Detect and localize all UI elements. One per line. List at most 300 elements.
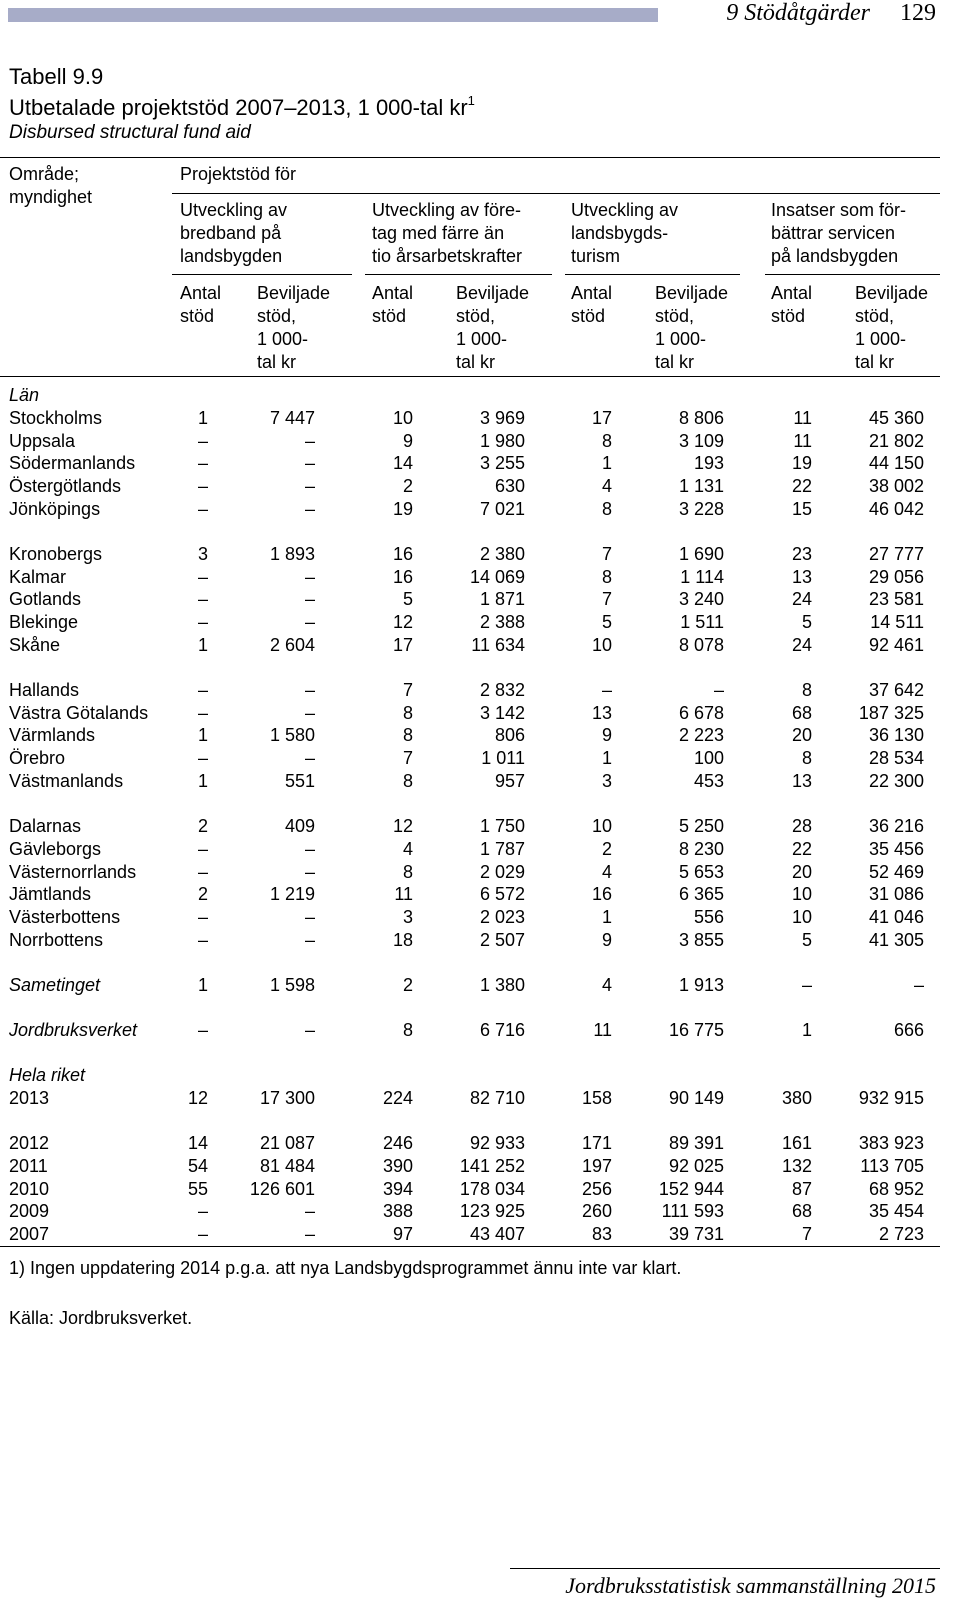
table-cell: 92 461 bbox=[868, 635, 924, 655]
source-note: Källa: Jordbruksverket. bbox=[9, 1308, 193, 1328]
row-label: Dalarnas bbox=[9, 816, 82, 836]
table-row bbox=[0, 588, 960, 611]
subheader-antal bbox=[571, 282, 612, 328]
subheader-line: stöd, bbox=[855, 306, 895, 326]
table-cell: – bbox=[304, 703, 315, 723]
table-cell: 21 802 bbox=[868, 431, 924, 451]
table-cell: 44 150 bbox=[868, 453, 924, 473]
table-cell: 27 777 bbox=[868, 544, 924, 564]
subheader-line: 1 000- bbox=[456, 329, 508, 349]
table-cell: 1 bbox=[197, 635, 208, 655]
table-row bbox=[0, 906, 960, 929]
table-cell: 8 bbox=[601, 499, 612, 519]
table-cell: 54 bbox=[187, 1156, 208, 1176]
table-cell: 8 bbox=[601, 431, 612, 451]
table-cell: 3 969 bbox=[479, 408, 525, 428]
table-cell: 1 bbox=[197, 725, 208, 745]
table-cell: – bbox=[197, 453, 208, 473]
table-cell: 14 069 bbox=[469, 567, 525, 587]
table-cell: 1 114 bbox=[680, 567, 724, 587]
row-label: Stockholms bbox=[9, 408, 103, 428]
table-cell: 11 bbox=[793, 408, 812, 428]
table-row bbox=[0, 475, 960, 498]
table-cell: 2 bbox=[402, 476, 413, 496]
table-cell: 224 bbox=[382, 1088, 413, 1108]
subheader-line: Antal bbox=[180, 283, 222, 303]
table-cell: 81 484 bbox=[259, 1156, 315, 1176]
col-group-line: Utveckling av bbox=[571, 200, 679, 220]
row-label: 2007 bbox=[9, 1224, 50, 1244]
table-cell: 10 bbox=[591, 635, 612, 655]
table-cell: 5 bbox=[402, 589, 413, 609]
table-cell: 1 580 bbox=[269, 725, 315, 745]
table-cell: 3 240 bbox=[678, 589, 724, 609]
table-cell: 68 bbox=[791, 703, 812, 723]
table-cell: 55 bbox=[187, 1179, 208, 1199]
table-cell: – bbox=[304, 499, 315, 519]
col-group-line: Utveckling av före- bbox=[372, 200, 522, 220]
table-cell: 171 bbox=[581, 1133, 612, 1153]
page-number: 129 bbox=[900, 0, 936, 26]
table-row bbox=[0, 861, 960, 884]
table-cell: 92 025 bbox=[668, 1156, 724, 1176]
table-subtitle: Disbursed structural fund aid bbox=[9, 122, 251, 143]
table-cell: 23 581 bbox=[868, 589, 924, 609]
row-label: Blekinge bbox=[9, 612, 79, 632]
table-cell: 123 925 bbox=[459, 1201, 525, 1221]
table-row bbox=[0, 974, 960, 997]
table-row bbox=[0, 929, 960, 952]
table-cell: 1 bbox=[601, 453, 612, 473]
table-cell: 380 bbox=[781, 1088, 812, 1108]
table-cell: 2 bbox=[197, 816, 208, 836]
col-group-line: tag med färre än bbox=[372, 223, 505, 243]
title-footnote-marker: 1 bbox=[467, 93, 475, 108]
table-row bbox=[0, 1019, 960, 1042]
table-cell: 3 255 bbox=[479, 453, 525, 473]
table-cell: – bbox=[197, 839, 208, 859]
table-cell: – bbox=[304, 431, 315, 451]
table-cell: 8 bbox=[601, 567, 612, 587]
table-row bbox=[0, 679, 960, 702]
table-cell: – bbox=[304, 1224, 315, 1244]
table-cell: – bbox=[304, 1020, 315, 1040]
table-cell: 1 bbox=[197, 975, 208, 995]
row-label: Södermanlands bbox=[9, 453, 136, 473]
table-cell: – bbox=[197, 567, 208, 587]
stub-header-line: Område; bbox=[9, 164, 80, 184]
table-cell: 90 149 bbox=[668, 1088, 724, 1108]
table-cell: 666 bbox=[893, 1020, 924, 1040]
table-cell: 18 bbox=[392, 930, 413, 950]
table-cell: 409 bbox=[284, 816, 315, 836]
subheader-line: 1 000- bbox=[257, 329, 309, 349]
table-cell: 9 bbox=[402, 431, 413, 451]
table-cell: – bbox=[304, 680, 315, 700]
table-cell: 1 511 bbox=[680, 612, 724, 632]
row-label: Norrbottens bbox=[9, 930, 104, 950]
table-cell: 8 bbox=[402, 703, 413, 723]
row-label: Västerbottens bbox=[9, 907, 121, 927]
table-cell: 111 593 bbox=[661, 1201, 724, 1221]
table-cell: 14 511 bbox=[870, 612, 924, 632]
table-cell: 8 bbox=[402, 1020, 413, 1040]
table-cell: 2 832 bbox=[479, 680, 525, 700]
table-cell: 17 300 bbox=[259, 1088, 315, 1108]
subheader-beviljade bbox=[855, 282, 928, 374]
table-cell: 13 bbox=[791, 567, 812, 587]
table-cell: – bbox=[304, 862, 315, 882]
table-cell: 8 bbox=[801, 680, 812, 700]
table-cell: – bbox=[304, 839, 315, 859]
table-cell: – bbox=[197, 703, 208, 723]
table-cell: – bbox=[197, 680, 208, 700]
table-cell: 1 893 bbox=[269, 544, 315, 564]
col-group-line: bredband på bbox=[180, 223, 282, 243]
row-label: Uppsala bbox=[9, 431, 76, 451]
rule-col3 bbox=[565, 274, 740, 275]
subheader-line: stöd bbox=[180, 306, 215, 326]
table-cell: 13 bbox=[591, 703, 612, 723]
row-label: Skåne bbox=[9, 635, 61, 655]
table-cell: 8 bbox=[402, 725, 413, 745]
table-cell: 5 653 bbox=[678, 862, 724, 882]
table-cell: 1 219 bbox=[269, 884, 315, 904]
table-cell: 15 bbox=[791, 499, 812, 519]
table-row bbox=[0, 543, 960, 566]
table-cell: 3 bbox=[601, 771, 612, 791]
col-group-service bbox=[771, 199, 906, 268]
table-cell: 4 bbox=[402, 839, 413, 859]
table-cell: 8 078 bbox=[678, 635, 724, 655]
subheader-line: stöd bbox=[372, 306, 407, 326]
subheader-antal bbox=[771, 282, 812, 328]
table-cell: 3 bbox=[197, 544, 208, 564]
subheader-beviljade bbox=[655, 282, 728, 374]
col-group-line: turism bbox=[571, 246, 620, 266]
rule-col1 bbox=[172, 274, 352, 275]
table-cell: 8 230 bbox=[678, 839, 724, 859]
table-cell: 8 bbox=[801, 748, 812, 768]
row-label: 2009 bbox=[9, 1201, 50, 1221]
table-cell: 390 bbox=[382, 1156, 413, 1176]
table-cell: 10 bbox=[392, 408, 413, 428]
table-cell: 152 944 bbox=[658, 1179, 724, 1199]
table-cell: – bbox=[601, 680, 612, 700]
table-cell: 383 923 bbox=[858, 1133, 924, 1153]
header-bar bbox=[8, 8, 658, 22]
row-label: Gotlands bbox=[9, 589, 82, 609]
table-cell: 246 bbox=[382, 1133, 413, 1153]
table-cell: 16 bbox=[392, 567, 413, 587]
table-cell: – bbox=[197, 907, 208, 927]
table-cell: 10 bbox=[791, 907, 812, 927]
col-group-line: landsbygden bbox=[180, 246, 283, 266]
table-cell: 16 bbox=[392, 544, 413, 564]
subheader-line: stöd, bbox=[655, 306, 695, 326]
chapter-title: 9 Stödåtgärder bbox=[726, 0, 870, 26]
row-label: Örebro bbox=[9, 748, 66, 768]
table-cell: 3 855 bbox=[678, 930, 724, 950]
table-cell: 1 bbox=[601, 907, 612, 927]
table-cell: 2 507 bbox=[479, 930, 525, 950]
table-cell: – bbox=[304, 1201, 315, 1221]
table-cell: 1 750 bbox=[479, 816, 525, 836]
table-cell: 4 bbox=[601, 862, 612, 882]
table-cell: 11 bbox=[394, 884, 413, 904]
table-cell: 4 bbox=[601, 476, 612, 496]
table-cell: – bbox=[197, 748, 208, 768]
col-group-bredband bbox=[180, 199, 287, 268]
table-row bbox=[0, 1132, 960, 1155]
table-cell: 197 bbox=[581, 1156, 612, 1176]
table-cell: 5 bbox=[801, 612, 812, 632]
subheader-line: Beviljade bbox=[655, 283, 729, 303]
table-cell: 9 bbox=[601, 930, 612, 950]
table-cell: 2 023 bbox=[479, 907, 525, 927]
table-cell: 6 716 bbox=[479, 1020, 525, 1040]
table-cell: – bbox=[304, 748, 315, 768]
subheader-line: tal kr bbox=[257, 352, 297, 372]
table-row bbox=[0, 702, 960, 725]
table-row bbox=[0, 815, 960, 838]
table-cell: – bbox=[304, 612, 315, 632]
table-cell: – bbox=[197, 476, 208, 496]
col-group-line: Insatser som för- bbox=[771, 200, 907, 220]
table-cell: 21 087 bbox=[259, 1133, 315, 1153]
subheader-line: Antal bbox=[771, 283, 813, 303]
table-cell: 35 456 bbox=[868, 839, 924, 859]
chapter-heading bbox=[726, 0, 936, 27]
table-cell: 394 bbox=[382, 1179, 413, 1199]
table-cell: 97 bbox=[392, 1224, 413, 1244]
table-cell: 187 325 bbox=[858, 703, 924, 723]
table-cell: 3 142 bbox=[479, 703, 525, 723]
table-cell: 9 bbox=[601, 725, 612, 745]
table-row bbox=[0, 1223, 960, 1246]
table-cell: – bbox=[801, 975, 812, 995]
row-label: 2012 bbox=[9, 1133, 50, 1153]
row-label: Östergötlands bbox=[9, 476, 122, 496]
table-cell: 52 469 bbox=[868, 862, 924, 882]
table-cell: 8 bbox=[402, 862, 413, 882]
table-cell: 100 bbox=[693, 748, 724, 768]
col-group-turism bbox=[571, 199, 678, 268]
table-cell: 37 642 bbox=[868, 680, 924, 700]
table-cell: 46 042 bbox=[868, 499, 924, 519]
table-cell: 68 952 bbox=[868, 1179, 924, 1199]
table-cell: 1 bbox=[801, 1020, 812, 1040]
table-cell: 13 bbox=[791, 771, 812, 791]
subheader-beviljade bbox=[257, 282, 330, 374]
table-cell: 388 bbox=[382, 1201, 413, 1221]
table-cell: 22 300 bbox=[868, 771, 924, 791]
table-row bbox=[0, 747, 960, 770]
table-title bbox=[9, 95, 475, 121]
table-cell: 178 034 bbox=[459, 1179, 525, 1199]
rule-group bbox=[172, 193, 940, 194]
table-cell: – bbox=[304, 907, 315, 927]
table-cell: 28 bbox=[791, 816, 812, 836]
table-cell: – bbox=[197, 1224, 208, 1244]
table-cell: 2 bbox=[402, 975, 413, 995]
table-cell: 161 bbox=[781, 1133, 812, 1153]
table-cell: 7 bbox=[402, 748, 413, 768]
table-cell: 3 109 bbox=[678, 431, 724, 451]
table-cell: 806 bbox=[494, 725, 525, 745]
table-cell: 260 bbox=[581, 1201, 612, 1221]
table-cell: 43 407 bbox=[469, 1224, 525, 1244]
table-row bbox=[0, 452, 960, 475]
row-label: Västra Götalands bbox=[9, 703, 149, 723]
table-cell: 10 bbox=[791, 884, 812, 904]
table-cell: 83 bbox=[591, 1224, 612, 1244]
table-cell: – bbox=[197, 612, 208, 632]
table-cell: 3 bbox=[402, 907, 413, 927]
table-cell: 5 bbox=[601, 612, 612, 632]
table-row bbox=[0, 498, 960, 521]
row-label: Sametinget bbox=[9, 975, 101, 995]
table-cell: 2 380 bbox=[479, 544, 525, 564]
section-label-lan: Län bbox=[9, 385, 40, 405]
table-cell: 2 223 bbox=[678, 725, 724, 745]
footer-rule bbox=[510, 1568, 940, 1569]
subheader-line: 1 000- bbox=[855, 329, 907, 349]
table-cell: 24 bbox=[791, 635, 812, 655]
row-label: 2010 bbox=[9, 1179, 50, 1199]
table-cell: 36 130 bbox=[868, 725, 924, 745]
table-cell: 2 604 bbox=[269, 635, 315, 655]
table-cell: 5 bbox=[801, 930, 812, 950]
subheader-line: stöd, bbox=[456, 306, 496, 326]
subheader-line: Beviljade bbox=[257, 283, 331, 303]
subheader-line: stöd bbox=[771, 306, 806, 326]
table-row bbox=[0, 724, 960, 747]
table-cell: 14 bbox=[392, 453, 413, 473]
rule-col4 bbox=[765, 274, 940, 275]
col-group-foretag bbox=[372, 199, 522, 268]
table-cell: 22 bbox=[791, 476, 812, 496]
table-cell: 1 bbox=[197, 771, 208, 791]
table-cell: 28 534 bbox=[868, 748, 924, 768]
row-label: Jämtlands bbox=[9, 884, 92, 904]
col-group-line: Utveckling av bbox=[180, 200, 288, 220]
table-row bbox=[0, 1200, 960, 1223]
table-cell: 7 bbox=[801, 1224, 812, 1244]
row-label: Kalmar bbox=[9, 567, 67, 587]
table-cell: 39 731 bbox=[668, 1224, 724, 1244]
table-cell: 7 bbox=[601, 544, 612, 564]
table-cell: 11 bbox=[793, 431, 812, 451]
table-cell: 453 bbox=[693, 771, 724, 791]
table-cell: 132 bbox=[781, 1156, 812, 1176]
table-cell: 36 216 bbox=[868, 816, 924, 836]
table-cell: 1 bbox=[601, 748, 612, 768]
col-group-line: bättrar servicen bbox=[771, 223, 896, 243]
table-cell: 22 bbox=[791, 839, 812, 859]
table-cell: 126 601 bbox=[249, 1179, 315, 1199]
table-cell: 932 915 bbox=[858, 1088, 924, 1108]
table-cell: 16 775 bbox=[668, 1020, 724, 1040]
table-cell: 5 250 bbox=[678, 816, 724, 836]
stub-header bbox=[9, 163, 92, 209]
table-row bbox=[0, 770, 960, 793]
table-cell: 1 871 bbox=[479, 589, 525, 609]
table-cell: 12 bbox=[187, 1088, 208, 1108]
table-cell: 6 572 bbox=[479, 884, 525, 904]
table-cell: 82 710 bbox=[469, 1088, 525, 1108]
table-cell: 20 bbox=[791, 862, 812, 882]
subheader-antal bbox=[180, 282, 221, 328]
table-cell: 1 787 bbox=[479, 839, 525, 859]
table-cell: 1 980 bbox=[479, 431, 525, 451]
table-cell: 87 bbox=[791, 1179, 812, 1199]
rule-col2 bbox=[365, 274, 552, 275]
table-row bbox=[0, 883, 960, 906]
table-row bbox=[0, 1178, 960, 1201]
row-label: Hallands bbox=[9, 680, 80, 700]
subheader-line: Antal bbox=[571, 283, 613, 303]
table-cell: 8 bbox=[402, 771, 413, 791]
table-cell: 41 046 bbox=[868, 907, 924, 927]
subheader-line: tal kr bbox=[456, 352, 496, 372]
table-row bbox=[0, 430, 960, 453]
table-cell: 23 bbox=[791, 544, 812, 564]
table-cell: 1 011 bbox=[481, 748, 525, 768]
table-cell: 19 bbox=[392, 499, 413, 519]
table-title-text: Utbetalade projektstöd 2007–2013, 1 000-tal kr bbox=[9, 95, 468, 120]
table-cell: 6 365 bbox=[678, 884, 724, 904]
table-cell: 1 bbox=[197, 408, 208, 428]
row-label: Värmlands bbox=[9, 725, 96, 745]
table-cell: – bbox=[197, 589, 208, 609]
subheader-line: Beviljade bbox=[456, 283, 530, 303]
table-cell: 1 131 bbox=[678, 476, 724, 496]
table-cell: 92 933 bbox=[469, 1133, 525, 1153]
table-cell: 957 bbox=[494, 771, 525, 791]
table-cell: 1 913 bbox=[678, 975, 724, 995]
table-cell: – bbox=[713, 680, 724, 700]
col-group-line: landsbygds- bbox=[571, 223, 669, 243]
table-cell: – bbox=[304, 930, 315, 950]
rule-header-bottom bbox=[0, 376, 940, 377]
table-cell: 551 bbox=[284, 771, 315, 791]
table-cell: 10 bbox=[591, 816, 612, 836]
row-label: Västernorrlands bbox=[9, 862, 137, 882]
table-row bbox=[0, 634, 960, 657]
table-cell: 41 305 bbox=[868, 930, 924, 950]
footnote: 1) Ingen uppdatering 2014 p.g.a. att nya Landsbygdsprogrammet ännu inte var klart. bbox=[9, 1258, 682, 1278]
row-label: 2013 bbox=[9, 1088, 50, 1108]
subheader-beviljade bbox=[456, 282, 529, 374]
table-row bbox=[0, 1155, 960, 1178]
stub-header-line: myndighet bbox=[9, 187, 93, 207]
col-group-line: på landsbygden bbox=[771, 246, 899, 266]
table-cell: – bbox=[197, 1020, 208, 1040]
col-group-line: tio årsarbetskrafter bbox=[372, 246, 523, 266]
table-cell: – bbox=[197, 930, 208, 950]
table-cell: 7 bbox=[601, 589, 612, 609]
table-cell: 158 bbox=[581, 1088, 612, 1108]
table-cell: 4 bbox=[601, 975, 612, 995]
subheader-line: tal kr bbox=[855, 352, 895, 372]
table-cell: 12 bbox=[392, 816, 413, 836]
table-cell: 1 690 bbox=[678, 544, 724, 564]
table-cell: 630 bbox=[494, 476, 525, 496]
group-header: Projektstöd för bbox=[180, 164, 297, 184]
table-row bbox=[0, 611, 960, 634]
table-cell: 556 bbox=[693, 907, 724, 927]
